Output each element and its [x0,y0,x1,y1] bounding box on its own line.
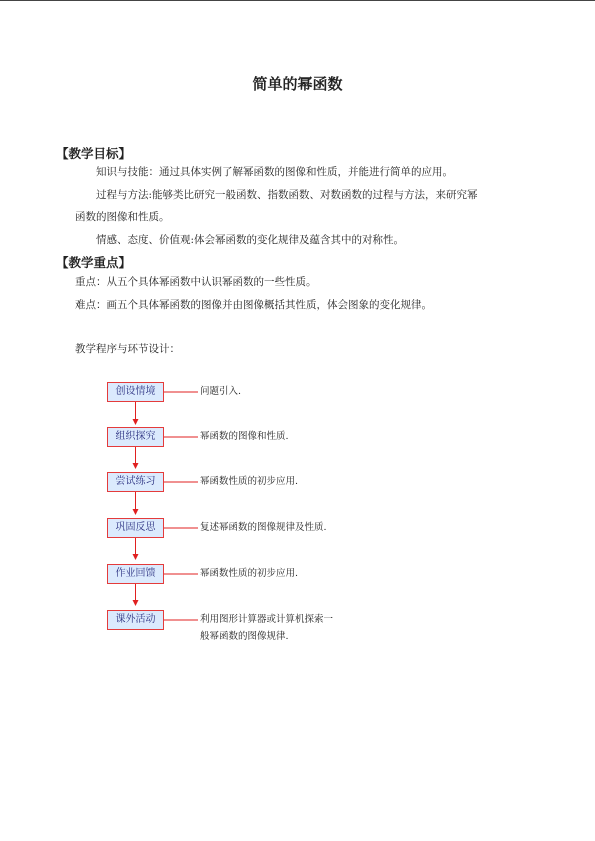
procedure-label: 教学程序与环节设计： [75,343,180,355]
flow-step-practice: 尝试练习 [107,472,164,492]
flow-desc: 问题引入. [200,386,242,397]
flow-step-create-situation: 创设情境 [107,382,164,402]
flow-step-extracurricular: 课外活动 [107,610,164,630]
goal-process-cont: 函数的图像和性质。 [75,211,170,223]
page-title: 简单的幂函数 [252,75,343,93]
focus-key: 重点：从五个具体幂函数中认识幂函数的一些性质。 [75,276,317,288]
flow-step-organize-inquiry: 组织探究 [107,427,164,447]
goal-knowledge: 知识与技能：通过具体实例了解幂函数的图像和性质，并能进行简单的应用。 [96,166,453,178]
flow-desc: 幂函数性质的初步应用. [200,568,299,579]
goal-process: 过程与方法:能够类比研究一般函数、指数函数、对数函数的过程与方法，来研究幂 [96,189,478,201]
flow-desc: 幂函数的图像和性质. [200,431,289,442]
flow-desc: 利用图形计算器或计算机探索一 [200,614,334,625]
flow-desc-cont: 般幂函数的图像规律. [200,631,289,642]
goal-attitude: 情感、态度、价值观:体会幂函数的变化规律及蕴含其中的对称性。 [96,234,405,246]
flow-step-reflect: 巩固反思 [107,518,164,538]
focus-difficulty: 难点：画五个具体幂函数的图像并由图像概括其性质，体会图象的变化规律。 [75,299,432,311]
flow-desc: 幂函数性质的初步应用. [200,476,299,487]
focus-heading: 【教学重点】 [56,255,132,270]
flow-step-homework: 作业回馈 [107,564,164,584]
flow-desc: 复述幂函数的图像规律及性质. [200,522,327,533]
goals-heading: 【教学目标】 [56,146,132,161]
